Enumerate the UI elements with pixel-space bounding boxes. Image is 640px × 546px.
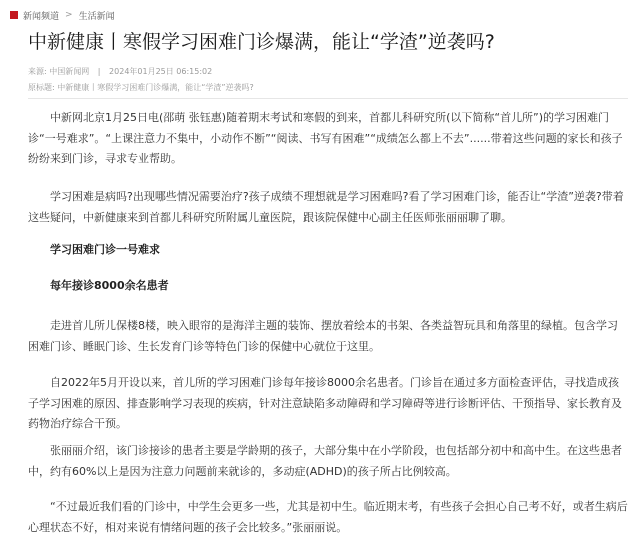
article-paragraph-3: 走进首儿所儿保楼8楼，映入眼帘的是海洋主题的装饰、摆放着绘本的书架、各类益智玩具和角落里的绿植。包含学习困难门诊、睡眠门诊、生长发育门诊等特色门诊的保健中心就位于这里。 — [28, 319, 618, 353]
meta-separator: | — [97, 67, 101, 76]
article-paragraph-5: 张丽丽介绍，该门诊接诊的患者主要是学龄期的孩子，大部分集中在小学阶段，也包括部分初中和高中生。在这些患者中，约有60%以上是因为注意力问题前来就诊的，多动症(ADHD)的孩子所占比例较高。 — [28, 444, 622, 478]
publish-datetime: 2024年01月25日 06:15:02 — [109, 67, 213, 76]
section-heading-2: 每年接诊8000余名患者 — [50, 279, 169, 292]
channel-logo-icon — [10, 11, 18, 19]
article-paragraph-4: 自2022年5月开设以来，首儿所的学习困难门诊每年接诊8000余名患者。门诊旨在通过多方面检查评估，寻找造成孩子学习困难的原因、排查影响学习表现的疾病，针对注意缺陷多动障碍和学习障碍等进行诊断评估、干预指导、家长教育及药物治疗综合干预。 — [28, 376, 622, 430]
title-divider — [28, 98, 628, 99]
original-title-label: 原标题: — [28, 83, 55, 92]
breadcrumb-news-channel[interactable]: 新闻频道 — [23, 11, 60, 22]
article-paragraph-1: 中新网北京1月25日电(邵萌 张钰惠)随着期末考试和寒假的到来，首都儿科研究所(以下简称“首儿所”)的学习困难门诊“一号难求”。“上课注意力不集中，小动作不断”“阅读、书写有困难”“成绩怎么都上不去”......带着这些问题的家长和孩子纷纷来到门诊，寻求专业帮助。 — [28, 111, 623, 165]
article-source-line — [28, 66, 212, 77]
breadcrumb — [10, 8, 115, 22]
original-title-line — [28, 82, 254, 93]
source-name[interactable]: 中国新闻网 — [49, 67, 90, 76]
section-heading-1: 学习困难门诊一号难求 — [50, 243, 160, 256]
breadcrumb-separator: > — [65, 10, 73, 20]
source-label: 来源: — [28, 67, 47, 76]
article-paragraph-2: 学习困难是病吗?出现哪些情况需要治疗?孩子成绩不理想就是学习困难吗?看了学习困难门诊，能否让“学渣”逆袭?带着这些疑问，中新健康来到首都儿科研究所附属儿童医院，跟该院保健中心副主任医师张丽丽聊了聊。 — [28, 190, 624, 224]
breadcrumb-life-news[interactable]: 生活新闻 — [78, 11, 115, 22]
original-title: 中新健康丨寒假学习困难门诊爆满，能让“学渣”逆袭吗? — [57, 83, 254, 92]
page-title: 中新健康丨寒假学习困难门诊爆满，能让“学渣”逆袭吗? — [28, 31, 495, 53]
article-paragraph-6: “不过最近我们看的门诊中，中学生会更多一些，尤其是初中生。临近期末考，有些孩子会担心自己考不好，或者生病后心理状态不好，相对来说有情绪问题的孩子会比较多。”张丽丽说。 — [28, 500, 628, 534]
